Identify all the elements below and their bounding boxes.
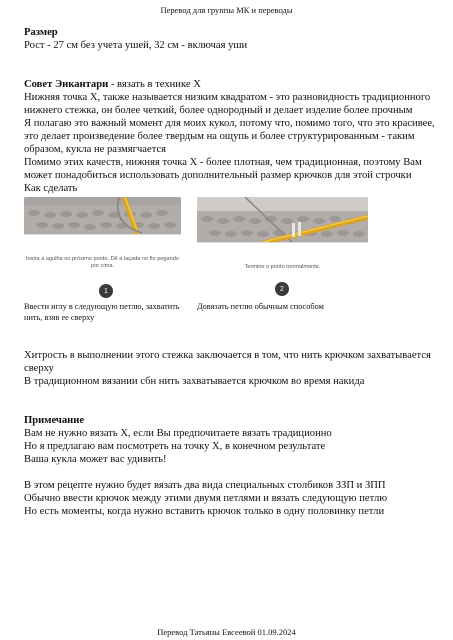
advice-line-1: Нижняя точка X, также называется низким квадратом - это разновидность традиционного нижнего стежка, он более четкий, более однородный и делает изделие более прочным xyxy=(24,92,431,116)
photo-1-caption: Ввести иглу в следующую петлю, захватить нить, взяв ее сверху xyxy=(24,302,180,322)
note-line-1: Вам не нужно вязать X, если Вы предпочитаете вязать традиционно xyxy=(24,428,332,439)
photo-2-number: 2 xyxy=(275,282,289,296)
photo-1-number: 1 xyxy=(99,284,113,298)
advice-title: Совет Энкантари xyxy=(24,79,109,90)
page-content xyxy=(24,26,436,518)
photo-2-overlay: Termine o ponto normalmente. xyxy=(197,242,368,291)
trick-line-2: В традиционном вязании сбн нить захватывается крючком во время накида xyxy=(24,376,365,387)
advice-line-3: Помимо этих качеств, нижняя точка X - более плотная, чем традиционная, поэтому Вам может понадобиться использовать дополнительный размер крючков для этой строчки xyxy=(24,157,422,181)
note-line-3: Ваша кукла может вас удивить! xyxy=(24,454,167,465)
photo-2-caption: Довязать петлю обычным способом xyxy=(197,302,324,311)
trick-line-1: Хитрость в выполнении этого стежка заключается в том, что нить крючком захватывается сверху xyxy=(24,350,431,374)
stitch-photos xyxy=(24,197,436,327)
size-text: Рост - 27 см без учета ушей, 32 см - включая уши xyxy=(24,40,248,51)
recipe-line-3: Но есть моменты, когда нужно вставить крючок только в одну половинку петли xyxy=(24,506,385,517)
size-heading: Размер xyxy=(24,27,58,38)
photo-1-overlay: Insira a agulha no próximo ponto. Dê a laçada no fio pegando por cima. xyxy=(24,234,181,290)
page-header: Перевод для группы МК и переводы xyxy=(160,5,293,15)
advice-heading xyxy=(24,78,436,91)
recipe-line-2: Обычно ввести крючок между этими двумя петлями и вязать следующую петлю xyxy=(24,493,388,504)
page-footer: Перевод Татьяны Евсеевой 01.09.2024 xyxy=(157,627,296,637)
advice-line-2: Я полагаю это важный момент для моих кукол, потому что, помимо того, что это красивее, это делает произведение более твердым на ощупь и более структурированным - таким образом, кукла не размягчается xyxy=(24,118,435,155)
note-heading: Примечание xyxy=(24,415,85,426)
recipe-line-1: В этом рецепте нужно будет вязать два вида специальных столбиков ЗЗП и ЗПП xyxy=(24,480,386,491)
advice-title-rest: - вязать в технике X xyxy=(108,79,201,90)
note-line-2: Но я предлагаю вам посмотреть на точку X, в конечном результате xyxy=(24,441,326,452)
advice-line-4: Как сделать xyxy=(24,183,78,194)
